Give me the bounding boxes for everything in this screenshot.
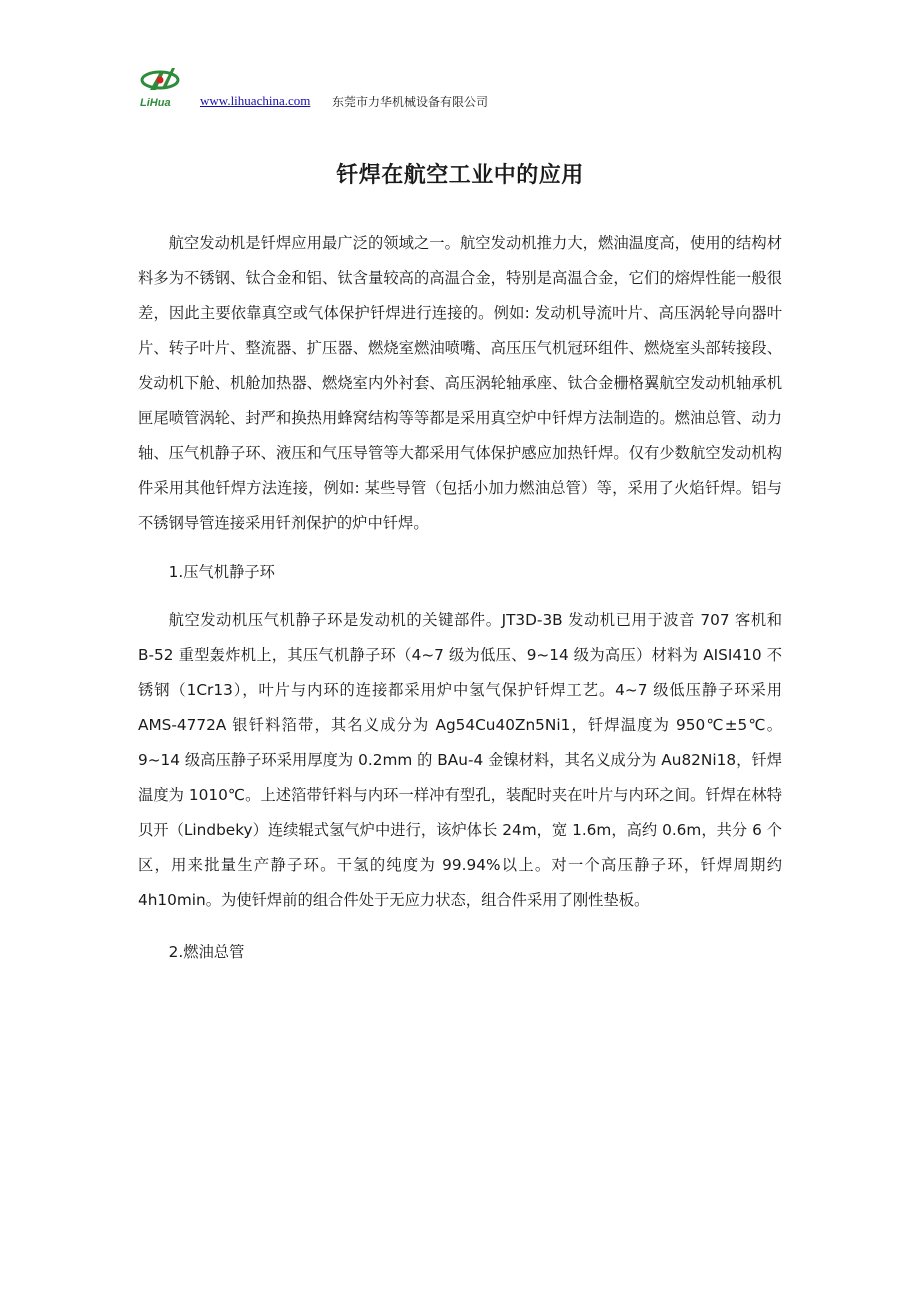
intro-paragraph: 航空发动机是钎焊应用最广泛的领域之一。航空发动机推力大，燃油温度高，使用的结构材料多为不锈钢、钛合金和铝、钛含量较高的高温合金，特别是高温合金，它们的熔焊性能一般很差，因此主要依靠真空或气体保护钎焊进行连接的。例如: 发动机导流叶片、高压涡轮导向器叶片、转子叶片、整流器、扩压器、燃烧室燃油喷嘴、高压压气机冠环组件、燃烧室头部转接段、发动机下舱、机舱加热器、燃烧室内外衬套、高压涡轮轴承座、钛合金栅格翼航空发动机轴承机匣尾喷管涡轮、封严和换热用蜂窝结构等等都是采用真空炉中钎焊方法制造的。燃油总管、动力轴、压气机静子环、液压和气压导管等大都采用气体保护感应加热钎焊。仅有少数航空发动机构件采用其他钎焊方法连接，例如: 某些导管（包括小加力燃油总管）等，采用了火焰钎焊。铝与不锈钢导管连接采用钎剂保护的炉中钎焊。	[138, 234, 782, 532]
page-title: 钎焊在航空工业中的应用	[336, 163, 584, 188]
website-link[interactable]: www.lihuachina.com	[200, 93, 311, 108]
lihua-logo	[138, 66, 186, 110]
document-body	[138, 226, 782, 970]
compressor-stator-paragraph: 航空发动机压气机静子环是发动机的关键部件。JT3D-3B 发动机已用于波音 707 客机和 B-52 重型轰炸机上，其压气机静子环（4~7 级为低压、9~14 级为高压）材料为 AISI410 不锈钢（1Cr13），叶片与内环的连接都采用炉中氢气保护钎焊工艺。4~7 级低压静子环采用 AMS-4772A 银钎料箔带，其名义成分为 Ag54Cu40Zn5Ni1，钎焊温度为 950℃±5℃。9~14 级高压静子环采用厚度为 0.2mm 的 BAu-4 金镍材料，其名义成分为 Au82Ni18，钎焊温度为 1010℃。上述箔带钎料与内环一样冲有型孔，装配时夹在叶片与内环之间。钎焊在林特贝开（Lindbeky）连续辊式氢气炉中进行，该炉体长 24m，宽 1.6m，高约 0.6m，共分 6 个区，用来批量生产静子环。干氢的纯度为 99.94%以上。对一个高压静子环，钎焊周期约 4h10min。为使钎焊前的组合件处于无应力状态，组合件采用了刚性垫板。	[138, 611, 782, 909]
section-heading-compressor-stator-ring: 1.压气机静子环	[168, 563, 275, 581]
company-name: 东莞市力华机械设备有限公司	[332, 95, 489, 109]
section-heading-fuel-manifold: 2.燃油总管	[168, 943, 245, 961]
svg-text:LiHua: LiHua	[140, 97, 171, 109]
page-header	[138, 66, 538, 114]
